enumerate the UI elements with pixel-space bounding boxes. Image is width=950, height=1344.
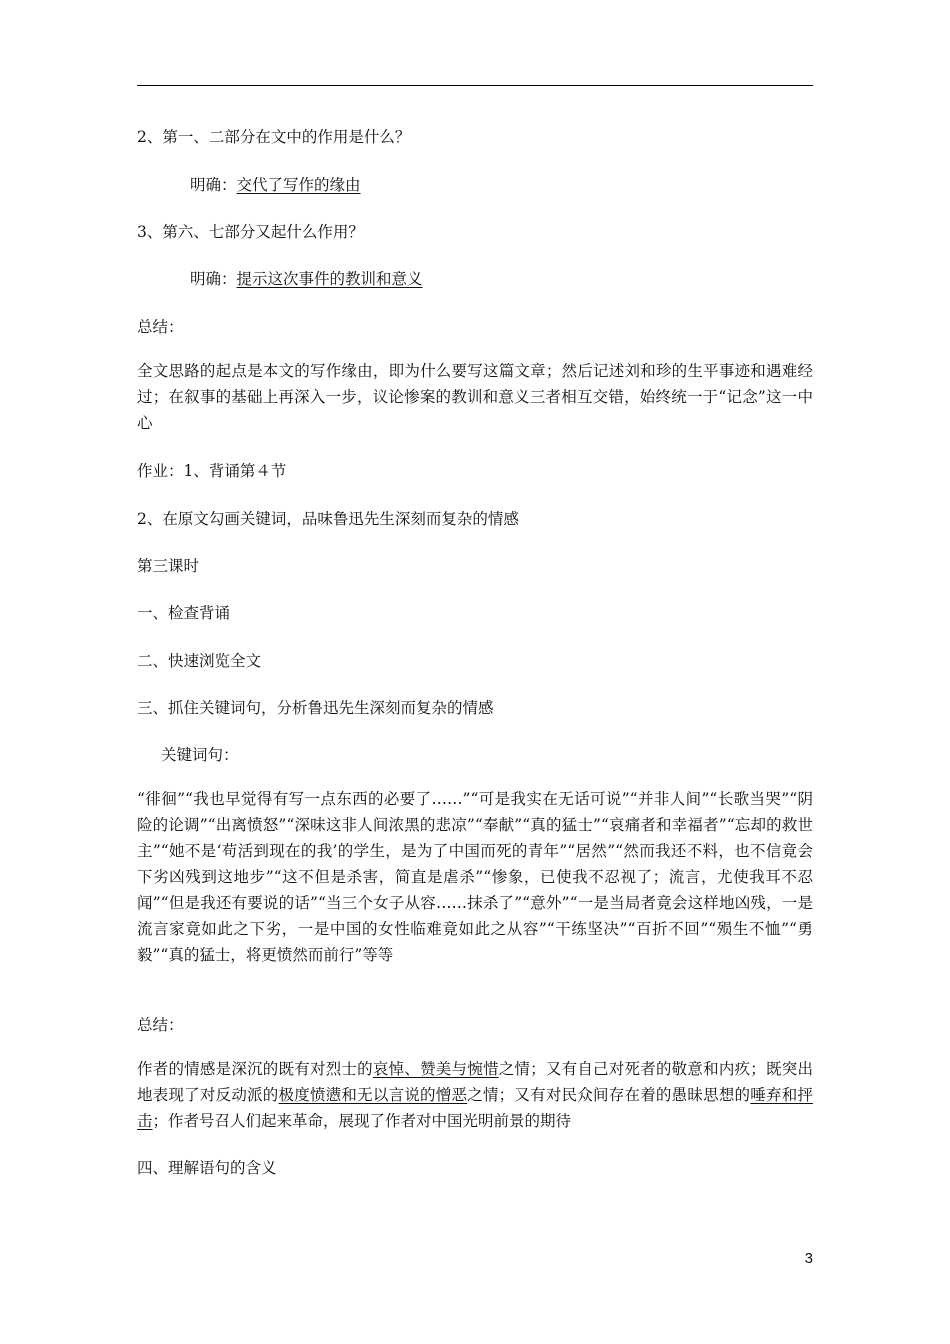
summary-paragraph: 全文思路的起点是本文的写作缘由，即为什么要写这篇文章；然后记述刘和珍的生平事迹和遇难经过；在叙事的基础上再深入一步，议论惨案的教训和意义三者相互交错，始终统一于“记念”这一中心 bbox=[137, 362, 813, 432]
header-rule bbox=[137, 85, 813, 86]
answer-text: 交代了写作的缘由 bbox=[236, 176, 361, 194]
underlined-phrase: 哀悼、赞美与惋惜 bbox=[372, 1060, 499, 1078]
underlined-phrase: 唾弃和抨击 bbox=[137, 1086, 813, 1130]
text-segment: ；作者号召人们起来革命，展现了作者对中国光明前景的期待 bbox=[152, 1112, 572, 1130]
summary-label: 总结： bbox=[137, 1016, 184, 1034]
summary-label: 总结： bbox=[137, 318, 184, 336]
step-2: 二、快速浏览全文 bbox=[137, 652, 262, 670]
answer-3 bbox=[190, 266, 866, 292]
step-3: 三、抓住关键词句，分析鲁迅先生深刻而复杂的情感 bbox=[137, 699, 494, 717]
lesson-heading: 第三课时 bbox=[137, 557, 200, 575]
answer-2 bbox=[190, 172, 866, 198]
page-number: 3 bbox=[804, 1250, 813, 1267]
answer-text: 提示这次事件的教训和意义 bbox=[236, 270, 423, 288]
step-4: 四、理解语句的含义 bbox=[137, 1159, 277, 1177]
underlined-phrase: 极度愤懑和无以言说的憎恶 bbox=[278, 1086, 468, 1104]
answer-label: 明确： bbox=[190, 270, 237, 288]
answer-label: 明确： bbox=[190, 176, 237, 194]
step-1: 一、检查背诵 bbox=[137, 604, 231, 622]
text-segment: 作者的情感是深沉的既有对烈士的 bbox=[137, 1060, 373, 1078]
keywords-label: 关键词句： bbox=[161, 746, 239, 764]
emotion-summary-paragraph bbox=[137, 1056, 813, 1134]
question-3: 3、第六、七部分又起什么作用？ bbox=[137, 223, 364, 241]
homework-2: 2、在原文勾画关键词，品味鲁迅先生深刻而复杂的情感 bbox=[137, 510, 519, 528]
homework-1: 作业：1、背诵第４节 bbox=[137, 462, 287, 480]
text-segment: 之情；又有对民众间存在着的愚昧思想的 bbox=[467, 1086, 751, 1104]
keywords-paragraph: “徘徊”“我也早觉得有写一点东西的必要了……”“可是我实在无话可说”“并非人间”“长歌当哭”“阴险的论调”“出离愤怒”“深味这非人间浓黑的悲凉”“奉献”“真的猛士”“哀痛者和幸福者”“忘却的救世主”“她不是‘苟活到现在的我’的学生，是为了中国而死的青年”“居然”“然而我还不料，也不信竟会下劣凶残到这地步”“这不但是杀害，简直是虐杀”“惨象，已使我不忍视了；流言，尤使我耳不忍闻”“但是我还有要说的话”“当三个女子从容……抹杀了”“意外”“一是当局者竟会这样地凶残，一是流言家竟如此之下劣，一是中国的女性临难竟如此之从容”“干练坚决”“百折不回”“殒生不恤”“勇毅”“真的猛士，将更愤然而前行”等等 bbox=[137, 790, 813, 964]
question-2: 2、第一、二部分在文中的作用是什么？ bbox=[137, 128, 411, 146]
text-segment: 之情；又有自己对死者的敬意和内疚；既突出地表现了对反动派的 bbox=[137, 1060, 813, 1104]
